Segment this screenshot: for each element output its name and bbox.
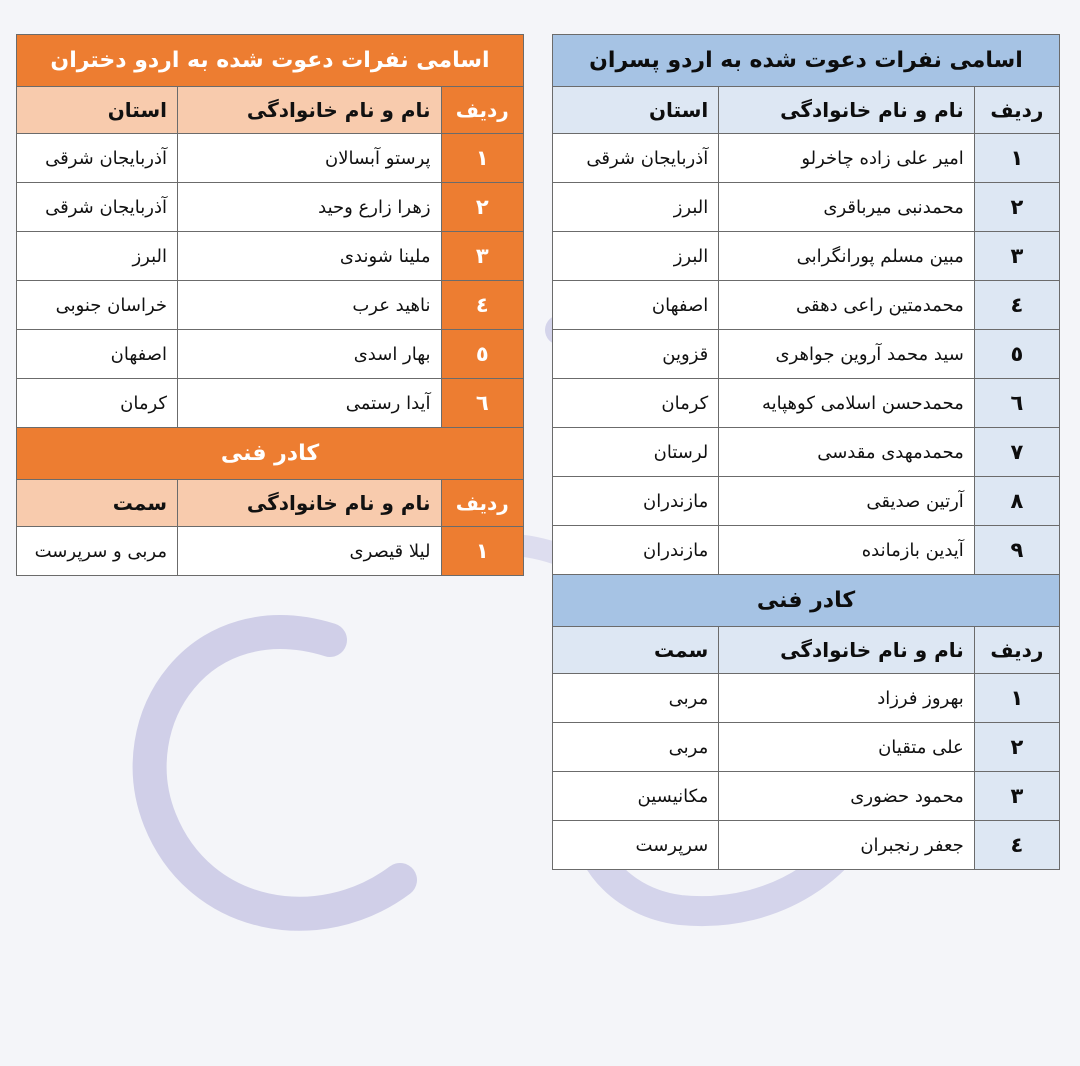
girls-row bbox=[17, 281, 524, 330]
girls-staff-cell-num: ۱ bbox=[441, 527, 523, 576]
boys-staff-cell-name: جعفر رنجبران bbox=[719, 821, 975, 870]
boys-cell-name: محمدنبی میرباقری bbox=[719, 183, 975, 232]
girls-cell-num: ٥ bbox=[441, 330, 523, 379]
boys-row bbox=[553, 183, 1060, 232]
boys-staff-row bbox=[553, 723, 1060, 772]
boys-staff-header-role: سمت bbox=[553, 627, 719, 674]
girls-cell-province: اصفهان bbox=[17, 330, 178, 379]
boys-staff-header-row: ردیف bbox=[974, 627, 1059, 674]
boys-cell-province: لرستان bbox=[553, 428, 719, 477]
girls-staff-header-name: نام و نام خانوادگی bbox=[178, 480, 442, 527]
girls-row bbox=[17, 379, 524, 428]
boys-staff-cell-name: بهروز فرزاد bbox=[719, 674, 975, 723]
girls-cell-province: آذربایجان شرقی bbox=[17, 134, 178, 183]
boys-staff-cell-num: ۲ bbox=[974, 723, 1059, 772]
boys-staff-header-name: نام و نام خانوادگی bbox=[719, 627, 975, 674]
girls-cell-num: ٤ bbox=[441, 281, 523, 330]
girls-cell-province: خراسان جنوبی bbox=[17, 281, 178, 330]
girls-cell-name: ملینا شوندی bbox=[178, 232, 442, 281]
boys-row bbox=[553, 526, 1060, 575]
boys-header-name: نام و نام خانوادگی bbox=[719, 87, 975, 134]
boys-cell-num: ۱ bbox=[974, 134, 1059, 183]
boys-cell-name: محمدحسن اسلامی کوهپایه bbox=[719, 379, 975, 428]
boys-staff-cell-role: مکانیسین bbox=[553, 772, 719, 821]
girls-cell-province: البرز bbox=[17, 232, 178, 281]
boys-cell-province: کرمان bbox=[553, 379, 719, 428]
boys-cell-num: ٦ bbox=[974, 379, 1059, 428]
girls-cell-name: زهرا زارع وحید bbox=[178, 183, 442, 232]
boys-cell-num: ۸ bbox=[974, 477, 1059, 526]
boys-staff-row bbox=[553, 821, 1060, 870]
boys-cell-province: مازندران bbox=[553, 526, 719, 575]
girls-row bbox=[17, 232, 524, 281]
boys-row bbox=[553, 232, 1060, 281]
girls-cell-name: ناهید عرب bbox=[178, 281, 442, 330]
girls-row bbox=[17, 134, 524, 183]
boys-cell-province: اصفهان bbox=[553, 281, 719, 330]
girls-cell-num: ۳ bbox=[441, 232, 523, 281]
girls-cell-num: ٦ bbox=[441, 379, 523, 428]
girls-row bbox=[17, 330, 524, 379]
girls-staff-header-row: ردیف bbox=[441, 480, 523, 527]
boys-cell-province: البرز bbox=[553, 232, 719, 281]
girls-panel bbox=[16, 34, 524, 576]
boys-staff-cell-role: مربی bbox=[553, 674, 719, 723]
boys-cell-province: قزوین bbox=[553, 330, 719, 379]
boys-cell-province: البرز bbox=[553, 183, 719, 232]
boys-staff-cell-num: ٤ bbox=[974, 821, 1059, 870]
boys-table bbox=[552, 34, 1060, 870]
boys-cell-name: آیدین بازمانده bbox=[719, 526, 975, 575]
boys-row bbox=[553, 281, 1060, 330]
boys-cell-num: ۹ bbox=[974, 526, 1059, 575]
girls-cell-num: ۲ bbox=[441, 183, 523, 232]
boys-panel bbox=[552, 34, 1060, 870]
boys-staff-title: کادر فنی bbox=[553, 575, 1060, 627]
girls-table bbox=[16, 34, 524, 576]
boys-cell-num: ٤ bbox=[974, 281, 1059, 330]
girls-header-province: استان bbox=[17, 87, 178, 134]
boys-cell-province: آذربایجان شرقی bbox=[553, 134, 719, 183]
boys-cell-name: سید محمد آروین جواهری bbox=[719, 330, 975, 379]
boys-cell-name: محمدمهدی مقدسی bbox=[719, 428, 975, 477]
boys-cell-num: ٥ bbox=[974, 330, 1059, 379]
boys-staff-cell-num: ۳ bbox=[974, 772, 1059, 821]
boys-staff-cell-name: محمود حضوری bbox=[719, 772, 975, 821]
boys-row bbox=[553, 134, 1060, 183]
boys-cell-num: ۷ bbox=[974, 428, 1059, 477]
boys-cell-name: محمدمتین راعی دهقی bbox=[719, 281, 975, 330]
girls-header-row: ردیف bbox=[441, 87, 523, 134]
boys-cell-province: مازندران bbox=[553, 477, 719, 526]
girls-row bbox=[17, 183, 524, 232]
girls-cell-name: پرستو آبسالان bbox=[178, 134, 442, 183]
boys-cell-num: ۲ bbox=[974, 183, 1059, 232]
girls-cell-num: ۱ bbox=[441, 134, 523, 183]
boys-cell-num: ۳ bbox=[974, 232, 1059, 281]
girls-staff-row bbox=[17, 527, 524, 576]
boys-row bbox=[553, 379, 1060, 428]
boys-header-province: استان bbox=[553, 87, 719, 134]
boys-staff-cell-name: علی متقیان bbox=[719, 723, 975, 772]
girls-staff-cell-role: مربی و سرپرست bbox=[17, 527, 178, 576]
girls-staff-title: کادر فنی bbox=[17, 428, 524, 480]
boys-staff-row bbox=[553, 772, 1060, 821]
boys-cell-name: امیر علی زاده چاخرلو bbox=[719, 134, 975, 183]
boys-row bbox=[553, 428, 1060, 477]
boys-row bbox=[553, 477, 1060, 526]
girls-header-name: نام و نام خانوادگی bbox=[178, 87, 442, 134]
girls-title: اسامی نفرات دعوت شده به اردو دختران bbox=[17, 35, 524, 87]
boys-staff-row bbox=[553, 674, 1060, 723]
girls-cell-name: بهار اسدی bbox=[178, 330, 442, 379]
boys-cell-name: آرتین صدیقی bbox=[719, 477, 975, 526]
boys-cell-name: مبین مسلم پورانگرابی bbox=[719, 232, 975, 281]
girls-staff-cell-name: لیلا قیصری bbox=[178, 527, 442, 576]
boys-title: اسامی نفرات دعوت شده به اردو پسران bbox=[553, 35, 1060, 87]
boys-staff-cell-role: مربی bbox=[553, 723, 719, 772]
boys-staff-cell-role: سرپرست bbox=[553, 821, 719, 870]
boys-row bbox=[553, 330, 1060, 379]
girls-cell-name: آیدا رستمی bbox=[178, 379, 442, 428]
girls-staff-header-role: سمت bbox=[17, 480, 178, 527]
boys-header-row: ردیف bbox=[974, 87, 1059, 134]
girls-cell-province: کرمان bbox=[17, 379, 178, 428]
boys-staff-cell-num: ۱ bbox=[974, 674, 1059, 723]
girls-cell-province: آذربایجان شرقی bbox=[17, 183, 178, 232]
